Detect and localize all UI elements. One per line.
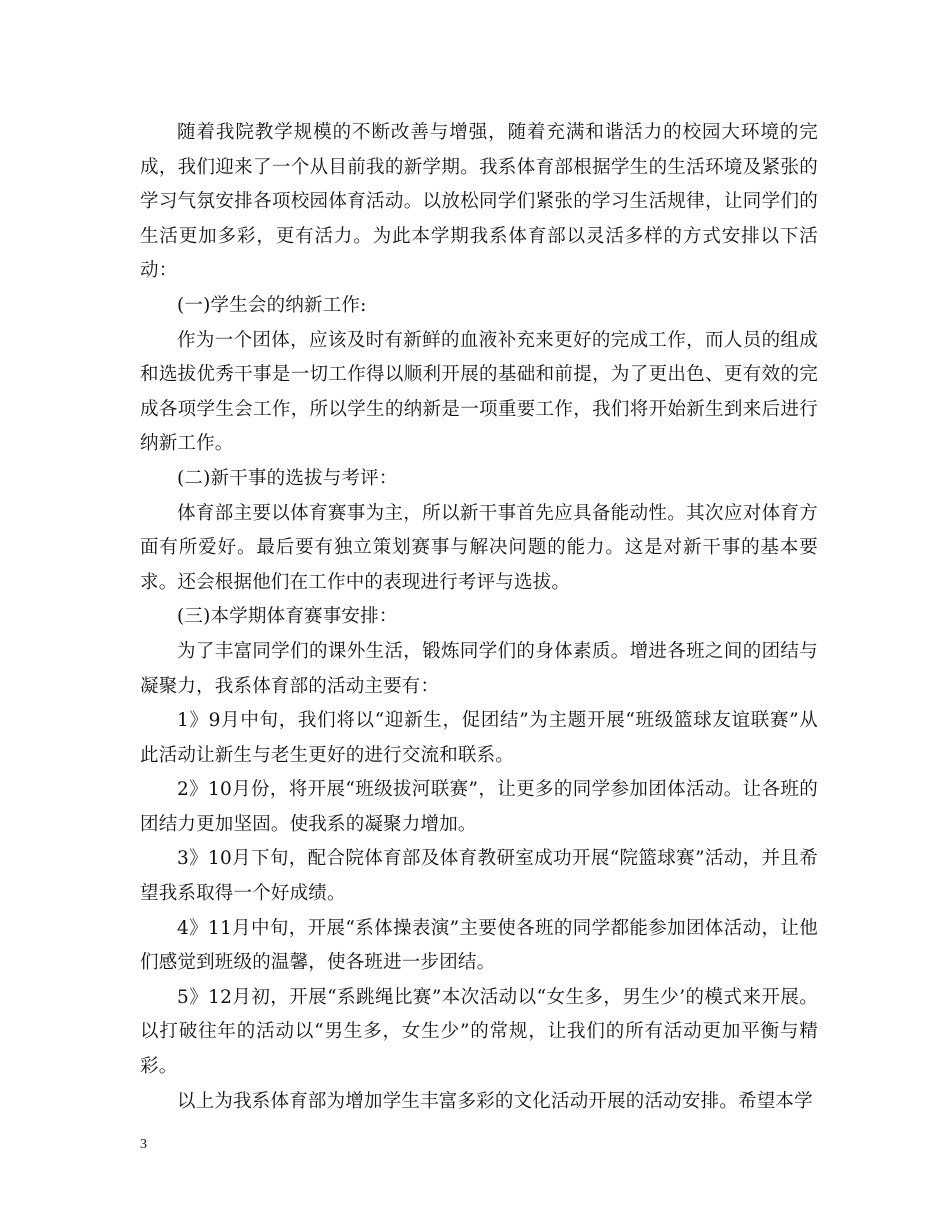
page-number: 3 xyxy=(140,1137,147,1152)
paragraph-selection: 体育部主要以体育赛事为主，所以新干事首先应具备能动性。其次应对体育方面有所爱好。最后要有独立策划赛事与解决问题的能力。这是对新干事的基本要求。还会根据他们在工作中的表现进行考评与选拔。 xyxy=(140,502,818,593)
document-body xyxy=(140,116,818,1119)
list-item-event-2: 2》10月份，将开展“班级拔河联赛”，让更多的同学参加团体活动。让各班的团结力更加坚固。使我系的凝聚力增加。 xyxy=(140,779,818,835)
paragraph-closing: 以上为我系体育部为增加学生丰富多彩的文化活动开展的活动安排。希望本学 xyxy=(177,1090,813,1112)
section-heading-recruitment: (一)学生会的纳新工作: xyxy=(177,294,367,316)
paragraph-events-intro: 为了丰富同学们的课外生活，锻炼同学们的身体素质。增进各班之间的团结与凝聚力，我系体育部的活动主要有： xyxy=(140,640,818,697)
list-item-event-5: 5》12月初，开展“系跳绳比赛”本次活动以“女生多，男生少’的模式来开展。以打破往年的活动以“男生多，女生少”的常规，让我们的所有活动更加平衡与精彩。 xyxy=(140,986,818,1078)
paragraph-intro: 随着我院教学规模的不断改善与增强，随着充满和谐活力的校园大环境的完成，我们迎来了一个从目前我的新学期。我系体育部根据学生的生活环境及紧张的学习气氛安排各项校园体育活动。以放松同学们紧张的学习生活规律，让同学们的生活更加多彩，更有活力。为此本学期我系体育部以灵活多样的方式安排以下活动： xyxy=(140,122,818,282)
section-heading-selection: (二)新干事的选拔与考评： xyxy=(177,467,398,489)
list-item-event-1: 1》9月中旬，我们将以“迎新生，促团结”为主题开展“班级篮球友谊联赛”从此活动让新生与老生更好的进行交流和联系。 xyxy=(140,710,818,766)
section-heading-events: (三)本学期体育赛事安排： xyxy=(177,606,398,628)
list-item-event-4: 4》11月中旬，开展“系体操表演”主要使各班的同学都能参加团体活动，让他们感觉到班级的温馨，使各班进一步团结。 xyxy=(140,917,818,974)
paragraph-recruitment: 作为一个团体，应该及时有新鲜的血液补充来更好的完成工作，而人员的组成和选拔优秀干事是一切工作得以顺利开展的基础和前提，为了更出色、更有效的完成各项学生会工作，所以学生的纳新是一项重要工作，我们将开始新生到来后进行纳新工作。 xyxy=(140,329,818,455)
list-item-event-3: 3》10月下旬，配合院体育部及体育教研室成功开展“院篮球赛”活动，并且希望我系取得一个好成绩。 xyxy=(140,848,818,905)
